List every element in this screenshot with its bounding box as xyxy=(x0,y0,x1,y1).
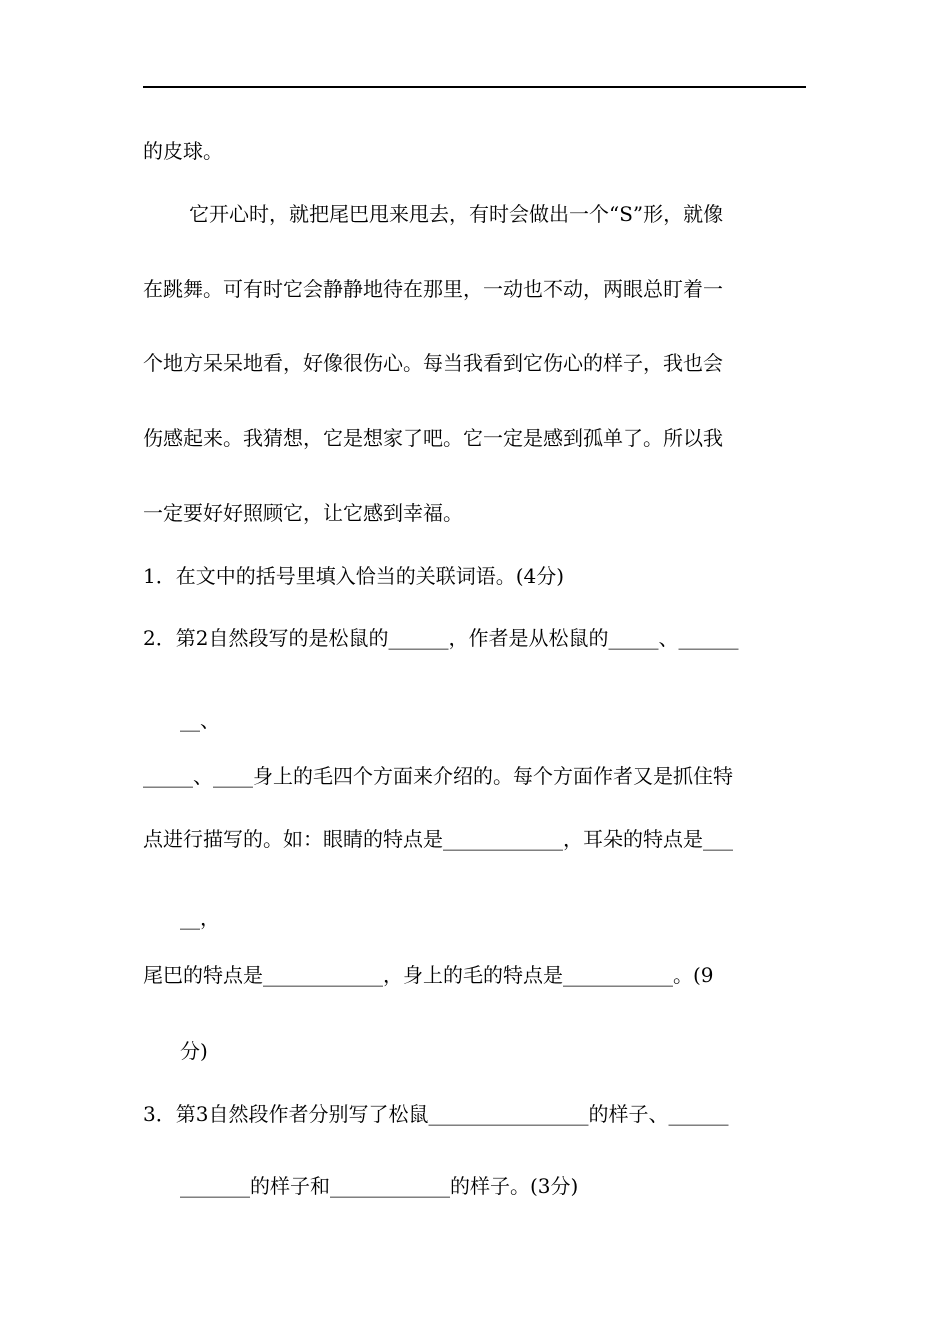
question-2-line: 2．第2自然段写的是松鼠的______，作者是从松鼠的_____、______ xyxy=(143,626,739,650)
question-3-line: _______的样子和____________的样子。(3分) xyxy=(180,1174,579,1198)
passage-line: 个地方呆呆地看，好像很伤心。每当我看到它伤心的样子，我也会 xyxy=(143,351,723,375)
question-2-line: __， xyxy=(180,906,220,930)
question-2-line: 分) xyxy=(180,1039,208,1063)
question-2-line: 尾巴的特点是____________，身上的毛的特点是___________。(9 xyxy=(143,963,714,987)
question-2-line: __、 xyxy=(180,708,220,732)
header-rule xyxy=(143,86,806,88)
passage-line: 在跳舞。可有时它会静静地待在那里，一动也不动，两眼总盯着一 xyxy=(143,277,723,301)
passage-line: 伤感起来。我猜想，它是想家了吧。它一定是感到孤单了。所以我 xyxy=(143,426,723,450)
question-1: 1．在文中的括号里填入恰当的关联词语。(4分) xyxy=(143,564,565,588)
passage-line: 它开心时，就把尾巴甩来甩去，有时会做出一个“S”形，就像 xyxy=(189,202,724,226)
passage-line: 的皮球。 xyxy=(143,139,223,163)
question-2-line: 点进行描写的。如：眼睛的特点是____________，耳朵的特点是___ xyxy=(143,827,733,851)
passage-line: 一定要好好照顾它，让它感到幸福。 xyxy=(143,501,463,525)
question-2-line: _____、____身上的毛四个方面来介绍的。每个方面作者又是抓住特 xyxy=(143,764,733,788)
question-3-line: 3．第3自然段作者分别写了松鼠________________的样子、______ xyxy=(143,1102,729,1126)
